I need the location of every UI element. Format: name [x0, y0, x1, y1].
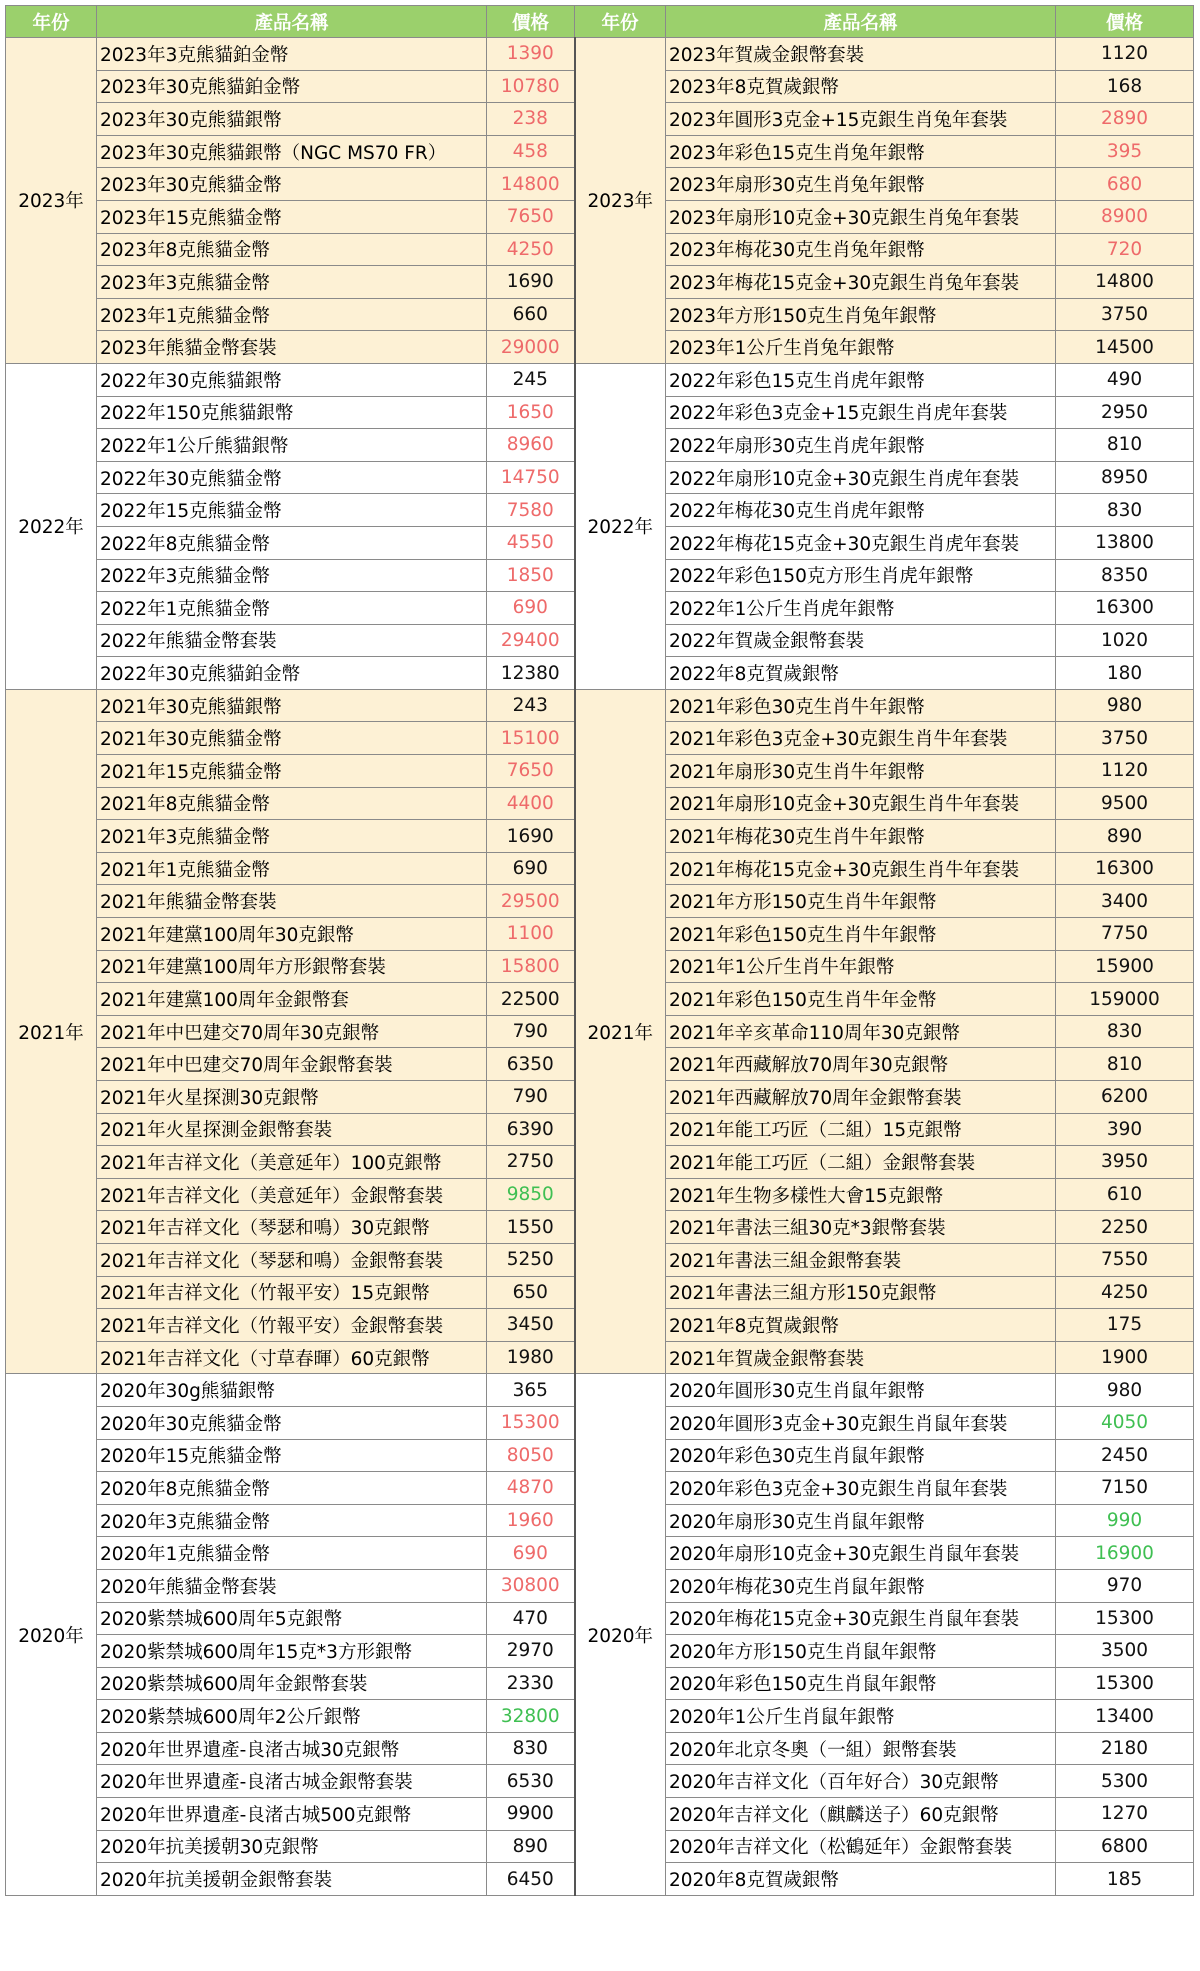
product-name: 2021年建黨100周年30克銀幣	[97, 918, 487, 951]
product-price: 690	[487, 592, 575, 625]
product-price: 5250	[487, 1243, 575, 1276]
product-name: 2020紫禁城600周年5克銀幣	[97, 1602, 487, 1635]
product-name: 2020年8克賀歲銀幣	[666, 1863, 1056, 1896]
product-name: 2021年能工巧匠（二組）金銀幣套裝	[666, 1146, 1056, 1179]
product-price: 2890	[1056, 103, 1194, 136]
product-price: 1100	[487, 918, 575, 951]
product-name: 2021年方形150克生肖牛年銀幣	[666, 885, 1056, 918]
product-name: 2021年吉祥文化（寸草春暉）60克銀幣	[97, 1341, 487, 1374]
product-price: 690	[487, 1537, 575, 1570]
product-price: 470	[487, 1602, 575, 1635]
product-name: 2021年1克熊貓金幣	[97, 852, 487, 885]
product-price: 6200	[1056, 1081, 1194, 1114]
product-name: 2023年方形150克生肖兔年銀幣	[666, 298, 1056, 331]
header-price-left: 價格	[487, 6, 575, 38]
header-name-left: 產品名稱	[97, 6, 487, 38]
product-price: 1120	[1056, 38, 1194, 71]
product-price: 810	[1056, 429, 1194, 462]
product-name: 2020年梅花30克生肖鼠年銀幣	[666, 1569, 1056, 1602]
product-price: 8050	[487, 1439, 575, 1472]
product-price: 970	[1056, 1569, 1194, 1602]
product-name: 2021年辛亥革命110周年30克銀幣	[666, 1015, 1056, 1048]
product-name: 2022年扇形10克金+30克銀生肖虎年套裝	[666, 461, 1056, 494]
product-price: 3400	[1056, 885, 1194, 918]
product-name: 2023年梅花30克生肖兔年銀幣	[666, 233, 1056, 266]
product-price: 650	[487, 1276, 575, 1309]
product-name: 2020紫禁城600周年15克*3方形銀幣	[97, 1635, 487, 1668]
product-price: 8950	[1056, 461, 1194, 494]
product-name: 2021年梅花30克生肖牛年銀幣	[666, 820, 1056, 853]
product-name: 2022年賀歲金銀幣套裝	[666, 624, 1056, 657]
product-name: 2023年扇形10克金+30克銀生肖兔年套裝	[666, 200, 1056, 233]
product-price: 1270	[1056, 1798, 1194, 1831]
product-name: 2020年抗美援朝30克銀幣	[97, 1830, 487, 1863]
product-price: 159000	[1056, 983, 1194, 1016]
product-name: 2021年吉祥文化（竹報平安）金銀幣套裝	[97, 1309, 487, 1342]
product-price: 980	[1056, 689, 1194, 722]
product-name: 2020年彩色150克生肖鼠年銀幣	[666, 1667, 1056, 1700]
product-price: 12380	[487, 657, 575, 690]
product-price: 1650	[487, 396, 575, 429]
product-name: 2021年能工巧匠（二組）15克銀幣	[666, 1113, 1056, 1146]
product-name: 2022年熊貓金幣套裝	[97, 624, 487, 657]
product-price: 4870	[487, 1472, 575, 1505]
product-price: 1390	[487, 38, 575, 71]
product-name: 2022年梅花30克生肖虎年銀幣	[666, 494, 1056, 527]
product-name: 2022年150克熊貓銀幣	[97, 396, 487, 429]
product-name: 2022年8克熊貓金幣	[97, 526, 487, 559]
product-price: 9500	[1056, 787, 1194, 820]
product-name: 2020年15克熊貓金幣	[97, 1439, 487, 1472]
product-name: 2023年圓形3克金+15克銀生肖兔年套裝	[666, 103, 1056, 136]
product-price: 6390	[487, 1113, 575, 1146]
product-price: 830	[487, 1732, 575, 1765]
product-price: 720	[1056, 233, 1194, 266]
product-name: 2020紫禁城600周年2公斤銀幣	[97, 1700, 487, 1733]
product-name: 2023年30克熊貓金幣	[97, 168, 487, 201]
header-price-right: 價格	[1056, 6, 1194, 38]
product-name: 2021年火星探測金銀幣套裝	[97, 1113, 487, 1146]
product-name: 2023年30克熊貓銀幣（NGC MS70 FR）	[97, 135, 487, 168]
product-price: 2180	[1056, 1732, 1194, 1765]
product-name: 2023年8克賀歲銀幣	[666, 70, 1056, 103]
header-year-left: 年份	[6, 6, 97, 38]
product-name: 2021年30克熊貓銀幣	[97, 689, 487, 722]
product-price: 13400	[1056, 1700, 1194, 1733]
product-name: 2023年熊貓金幣套裝	[97, 331, 487, 364]
product-name: 2022年1公斤熊貓銀幣	[97, 429, 487, 462]
product-name: 2020年抗美援朝金銀幣套裝	[97, 1863, 487, 1896]
product-price: 16300	[1056, 852, 1194, 885]
product-name: 2021年中巴建交70周年30克銀幣	[97, 1015, 487, 1048]
product-price: 243	[487, 689, 575, 722]
product-name: 2021年吉祥文化（美意延年）100克銀幣	[97, 1146, 487, 1179]
product-name: 2021年吉祥文化（竹報平安）15克銀幣	[97, 1276, 487, 1309]
product-price: 680	[1056, 168, 1194, 201]
product-price: 3500	[1056, 1635, 1194, 1668]
product-name: 2020年彩色3克金+30克銀生肖鼠年套裝	[666, 1472, 1056, 1505]
product-name: 2020年北京冬奧（一組）銀幣套裝	[666, 1732, 1056, 1765]
product-price: 830	[1056, 494, 1194, 527]
product-name: 2021年8克賀歲銀幣	[666, 1309, 1056, 1342]
product-price: 390	[1056, 1113, 1194, 1146]
product-name: 2020年吉祥文化（麒麟送子）60克銀幣	[666, 1798, 1056, 1831]
product-name: 2020年1克熊貓金幣	[97, 1537, 487, 1570]
product-name: 2023年扇形30克生肖兔年銀幣	[666, 168, 1056, 201]
table-row	[6, 363, 1194, 396]
product-name: 2021年30克熊貓金幣	[97, 722, 487, 755]
product-name: 2021年扇形30克生肖牛年銀幣	[666, 755, 1056, 788]
product-name: 2022年1克熊貓金幣	[97, 592, 487, 625]
product-price: 7550	[1056, 1243, 1194, 1276]
product-name: 2022年扇形30克生肖虎年銀幣	[666, 429, 1056, 462]
product-price: 610	[1056, 1178, 1194, 1211]
product-price: 15300	[1056, 1667, 1194, 1700]
product-name: 2021年書法三組方形150克銀幣	[666, 1276, 1056, 1309]
product-name: 2021年彩色150克生肖牛年銀幣	[666, 918, 1056, 951]
table-row	[6, 38, 1194, 71]
product-price: 6800	[1056, 1830, 1194, 1863]
product-name: 2021年書法三組金銀幣套裝	[666, 1243, 1056, 1276]
product-price: 245	[487, 363, 575, 396]
product-name: 2023年30克熊貓鉑金幣	[97, 70, 487, 103]
product-name: 2020年彩色30克生肖鼠年銀幣	[666, 1439, 1056, 1472]
product-price: 1690	[487, 266, 575, 299]
product-name: 2023年15克熊貓金幣	[97, 200, 487, 233]
product-price: 6450	[487, 1863, 575, 1896]
product-name: 2022年15克熊貓金幣	[97, 494, 487, 527]
product-name: 2021年建黨100周年金銀幣套	[97, 983, 487, 1016]
product-price: 2450	[1056, 1439, 1194, 1472]
product-price: 2750	[487, 1146, 575, 1179]
product-price: 180	[1056, 657, 1194, 690]
product-name: 2021年書法三組30克*3銀幣套裝	[666, 1211, 1056, 1244]
product-name: 2020年梅花15克金+30克銀生肖鼠年套裝	[666, 1602, 1056, 1635]
product-price: 22500	[487, 983, 575, 1016]
price-table-body	[6, 38, 1194, 1896]
product-price: 15100	[487, 722, 575, 755]
product-price: 980	[1056, 1374, 1194, 1407]
product-price: 7750	[1056, 918, 1194, 951]
product-name: 2023年3克熊貓金幣	[97, 266, 487, 299]
product-name: 2021年15克熊貓金幣	[97, 755, 487, 788]
product-price: 1550	[487, 1211, 575, 1244]
product-name: 2022年30克熊貓鉑金幣	[97, 657, 487, 690]
product-name: 2020年世界遺產-良渚古城500克銀幣	[97, 1798, 487, 1831]
year-cell-left: 2021年	[6, 689, 97, 1373]
product-price: 1900	[1056, 1341, 1194, 1374]
product-name: 2021年吉祥文化（琴瑟和鳴）30克銀幣	[97, 1211, 487, 1244]
product-name: 2022年30克熊貓金幣	[97, 461, 487, 494]
product-price: 175	[1056, 1309, 1194, 1342]
product-price: 7650	[487, 200, 575, 233]
product-name: 2021年吉祥文化（美意延年）金銀幣套裝	[97, 1178, 487, 1211]
product-name: 2021年扇形10克金+30克銀生肖牛年套裝	[666, 787, 1056, 820]
product-price: 30800	[487, 1569, 575, 1602]
product-price: 3950	[1056, 1146, 1194, 1179]
product-price: 4250	[487, 233, 575, 266]
product-name: 2023年1克熊貓金幣	[97, 298, 487, 331]
product-name: 2021年中巴建交70周年金銀幣套裝	[97, 1048, 487, 1081]
product-price: 3750	[1056, 722, 1194, 755]
product-price: 3450	[487, 1309, 575, 1342]
product-price: 690	[487, 852, 575, 885]
product-price: 6350	[487, 1048, 575, 1081]
product-name: 2020年30g熊貓銀幣	[97, 1374, 487, 1407]
product-price: 1020	[1056, 624, 1194, 657]
product-name: 2023年梅花15克金+30克銀生肖兔年套裝	[666, 266, 1056, 299]
product-price: 16300	[1056, 592, 1194, 625]
product-name: 2021年西藏解放70周年金銀幣套裝	[666, 1081, 1056, 1114]
product-name: 2020年世界遺產-良渚古城金銀幣套裝	[97, 1765, 487, 1798]
product-price: 2950	[1056, 396, 1194, 429]
product-price: 16900	[1056, 1537, 1194, 1570]
product-price: 10780	[487, 70, 575, 103]
product-name: 2021年1公斤生肖牛年銀幣	[666, 950, 1056, 983]
product-name: 2021年8克熊貓金幣	[97, 787, 487, 820]
product-price: 14800	[1056, 266, 1194, 299]
product-price: 2250	[1056, 1211, 1194, 1244]
product-name: 2021年賀歲金銀幣套裝	[666, 1341, 1056, 1374]
product-name: 2020年世界遺產-良渚古城30克銀幣	[97, 1732, 487, 1765]
product-price: 6530	[487, 1765, 575, 1798]
product-price: 32800	[487, 1700, 575, 1733]
product-name: 2021年火星探測30克銀幣	[97, 1081, 487, 1114]
product-name: 2022年1公斤生肖虎年銀幣	[666, 592, 1056, 625]
product-name: 2023年1公斤生肖兔年銀幣	[666, 331, 1056, 364]
product-price: 4250	[1056, 1276, 1194, 1309]
product-name: 2021年梅花15克金+30克銀生肖牛年套裝	[666, 852, 1056, 885]
product-name: 2023年30克熊貓銀幣	[97, 103, 487, 136]
product-price: 458	[487, 135, 575, 168]
product-price: 1980	[487, 1341, 575, 1374]
product-price: 1850	[487, 559, 575, 592]
product-price: 1960	[487, 1504, 575, 1537]
header-row	[6, 6, 1194, 38]
year-cell-right: 2023年	[575, 38, 666, 364]
product-price: 29400	[487, 624, 575, 657]
product-name: 2022年8克賀歲銀幣	[666, 657, 1056, 690]
product-price: 4050	[1056, 1406, 1194, 1439]
year-cell-right: 2020年	[575, 1374, 666, 1896]
year-cell-right: 2021年	[575, 689, 666, 1373]
product-price: 990	[1056, 1504, 1194, 1537]
product-price: 810	[1056, 1048, 1194, 1081]
product-price: 395	[1056, 135, 1194, 168]
product-name: 2023年賀歲金銀幣套裝	[666, 38, 1056, 71]
product-name: 2020年圓形30克生肖鼠年銀幣	[666, 1374, 1056, 1407]
product-price: 168	[1056, 70, 1194, 103]
table-row	[6, 1374, 1194, 1407]
product-name: 2021年彩色150克生肖牛年金幣	[666, 983, 1056, 1016]
product-price: 15300	[487, 1406, 575, 1439]
product-name: 2022年彩色15克生肖虎年銀幣	[666, 363, 1056, 396]
product-name: 2020年扇形10克金+30克銀生肖鼠年套裝	[666, 1537, 1056, 1570]
product-name: 2020年吉祥文化（百年好合）30克銀幣	[666, 1765, 1056, 1798]
product-name: 2020紫禁城600周年金銀幣套裝	[97, 1667, 487, 1700]
product-price: 14500	[1056, 331, 1194, 364]
product-price: 1690	[487, 820, 575, 853]
product-name: 2021年彩色30克生肖牛年銀幣	[666, 689, 1056, 722]
price-table	[5, 5, 1194, 1896]
product-price: 8960	[487, 429, 575, 462]
product-price: 830	[1056, 1015, 1194, 1048]
product-name: 2020年8克熊貓金幣	[97, 1472, 487, 1505]
product-price: 1120	[1056, 755, 1194, 788]
product-price: 4400	[487, 787, 575, 820]
product-price: 8900	[1056, 200, 1194, 233]
table-row	[6, 689, 1194, 722]
product-price: 14750	[487, 461, 575, 494]
product-name: 2020年方形150克生肖鼠年銀幣	[666, 1635, 1056, 1668]
product-name: 2022年梅花15克金+30克銀生肖虎年套裝	[666, 526, 1056, 559]
year-cell-left: 2022年	[6, 363, 97, 689]
product-price: 2970	[487, 1635, 575, 1668]
product-name: 2020年圓形3克金+30克銀生肖鼠年套裝	[666, 1406, 1056, 1439]
product-name: 2022年30克熊貓銀幣	[97, 363, 487, 396]
product-price: 660	[487, 298, 575, 331]
product-price: 7150	[1056, 1472, 1194, 1505]
product-price: 365	[487, 1374, 575, 1407]
product-price: 29000	[487, 331, 575, 364]
product-name: 2020年扇形30克生肖鼠年銀幣	[666, 1504, 1056, 1537]
product-price: 4550	[487, 526, 575, 559]
product-price: 15800	[487, 950, 575, 983]
product-price: 238	[487, 103, 575, 136]
product-name: 2021年3克熊貓金幣	[97, 820, 487, 853]
year-cell-left: 2020年	[6, 1374, 97, 1896]
product-name: 2021年吉祥文化（琴瑟和鳴）金銀幣套裝	[97, 1243, 487, 1276]
product-price: 2330	[487, 1667, 575, 1700]
product-price: 13800	[1056, 526, 1194, 559]
header-name-right: 產品名稱	[666, 6, 1056, 38]
product-price: 185	[1056, 1863, 1194, 1896]
product-name: 2022年3克熊貓金幣	[97, 559, 487, 592]
product-price: 490	[1056, 363, 1194, 396]
product-name: 2020年熊貓金幣套裝	[97, 1569, 487, 1602]
product-price: 890	[487, 1830, 575, 1863]
header-year-right: 年份	[575, 6, 666, 38]
product-price: 9900	[487, 1798, 575, 1831]
product-name: 2020年30克熊貓金幣	[97, 1406, 487, 1439]
product-name: 2020年3克熊貓金幣	[97, 1504, 487, 1537]
product-price: 29500	[487, 885, 575, 918]
product-name: 2020年吉祥文化（松鶴延年）金銀幣套裝	[666, 1830, 1056, 1863]
product-price: 15900	[1056, 950, 1194, 983]
product-name: 2021年彩色3克金+30克銀生肖牛年套裝	[666, 722, 1056, 755]
product-price: 790	[487, 1081, 575, 1114]
product-price: 7650	[487, 755, 575, 788]
product-name: 2021年生物多樣性大會15克銀幣	[666, 1178, 1056, 1211]
product-price: 5300	[1056, 1765, 1194, 1798]
product-price: 3750	[1056, 298, 1194, 331]
product-name: 2023年彩色15克生肖兔年銀幣	[666, 135, 1056, 168]
product-name: 2020年1公斤生肖鼠年銀幣	[666, 1700, 1056, 1733]
product-name: 2021年西藏解放70周年30克銀幣	[666, 1048, 1056, 1081]
year-cell-right: 2022年	[575, 363, 666, 689]
product-price: 790	[487, 1015, 575, 1048]
product-price: 9850	[487, 1178, 575, 1211]
product-name: 2023年3克熊貓鉑金幣	[97, 38, 487, 71]
product-name: 2021年建黨100周年方形銀幣套裝	[97, 950, 487, 983]
product-price: 15300	[1056, 1602, 1194, 1635]
product-price: 8350	[1056, 559, 1194, 592]
product-name: 2022年彩色150克方形生肖虎年銀幣	[666, 559, 1056, 592]
product-name: 2021年熊貓金幣套裝	[97, 885, 487, 918]
product-price: 890	[1056, 820, 1194, 853]
product-price: 14800	[487, 168, 575, 201]
product-name: 2022年彩色3克金+15克銀生肖虎年套裝	[666, 396, 1056, 429]
product-name: 2023年8克熊貓金幣	[97, 233, 487, 266]
product-price: 7580	[487, 494, 575, 527]
year-cell-left: 2023年	[6, 38, 97, 364]
